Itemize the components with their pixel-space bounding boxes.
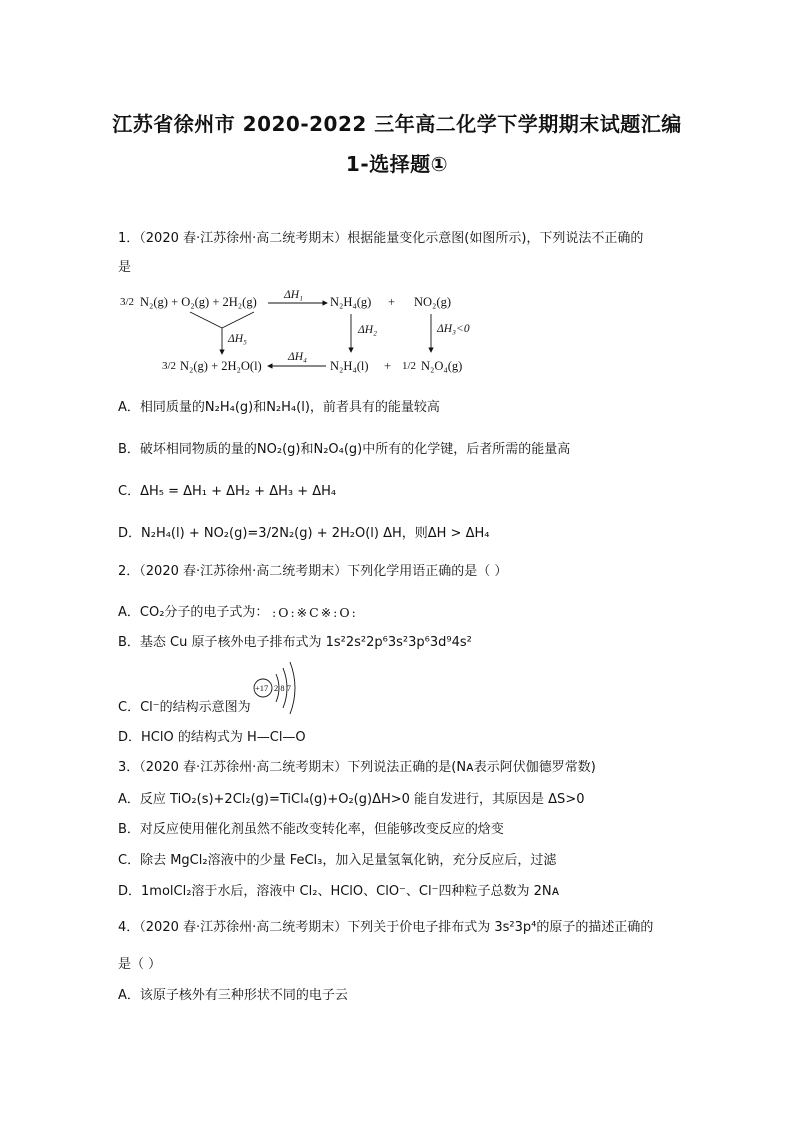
doc-title-line2: 1-选择题①: [345, 152, 449, 176]
q3-option-c: C．除去 MgCl₂溶液中的少量 FeCl₃，加入足量氢氧化钠，充分反应后，过滤: [118, 853, 557, 868]
frac-1-2-bottom: 1/2: [402, 360, 417, 372]
dh2-label: ΔH₂: [358, 324, 378, 336]
branch-left: [190, 312, 222, 328]
q1-stem-line2: 是: [118, 260, 132, 275]
nucleus-charge: +17: [255, 683, 269, 693]
q1-option-b: B．破坏相同物质的量的NO₂(g)和N₂O₄(g)中所有的化学键，后者所需的能量高: [118, 442, 571, 457]
frac-3-2-bottom: 3/2: [162, 360, 177, 372]
q2-option-a: A．CO₂分子的电子式为：: [118, 605, 269, 620]
q3-option-d: D．1molCl₂溶于水后，溶液中 Cl₂、HClO、ClO⁻、Cl⁻四种粒子总数为 2Nᴀ: [118, 884, 560, 899]
q2-stem: 2．（2020 春·江苏徐州·高二统考期末）下列化学用语正确的是（ ）: [118, 564, 508, 579]
dh4-label: ΔH₄: [288, 351, 308, 363]
plus-top: +: [388, 295, 396, 309]
top-left-species: N₂(g) + O₂(g) + 2H₂(g): [140, 295, 257, 309]
q4-stem-line2: 是（ ）: [118, 957, 162, 972]
q3-option-b: B．对反应使用催化剂虽然不能改变转化率，但能够改变反应的焓变: [118, 822, 504, 837]
q3-option-a: A．反应 TiO₂(s)+2Cl₂(g)=TiCl₄(g)+O₂(g)ΔH>0 能自发进行，其原因是 ΔS>0: [118, 792, 585, 807]
cl-ion-structure-diagram: [252, 658, 304, 714]
doc-title-line1: 江苏省徐州市 2020-2022 三年高二化学下学期期末试题汇编: [112, 112, 682, 136]
q4-stem-line1: 4．（2020 春·江苏徐州·高二统考期末）下列关于价电子排布式为 3s²3p⁴的原子的描述正确的: [118, 920, 654, 935]
n2h4-g-top: N₂H₄(g): [330, 295, 372, 309]
q4-option-a: A．该原子核外有三种形状不同的电子云: [118, 988, 348, 1003]
q1-option-a: A．相同质量的N₂H₄(g)和N₂H₄(l)，前者具有的能量较高: [118, 400, 440, 415]
frac-3-2-top: 3/2: [120, 296, 135, 308]
q3-stem: 3．（2020 春·江苏徐州·高二统考期末）下列说法正确的是(Nᴀ表示阿伏伽德罗常数): [118, 760, 596, 775]
n2o4-g-bottom: N₂O₄(g): [421, 359, 463, 373]
dh1-label: ΔH₁: [284, 289, 304, 301]
q2-option-c: C．Cl⁻的结构示意图为: [118, 700, 251, 715]
no2-g-top: NO₂(g): [414, 295, 451, 309]
q1-option-c: C．ΔH₅ = ΔH₁ + ΔH₂ + ΔH₃ + ΔH₄: [118, 484, 337, 499]
q1-stem-line1: 1．（2020 春·江苏徐州·高二统考期末）根据能量变化示意图(如图所示)，下列说法不正确的: [118, 231, 644, 246]
energy-diagram: [118, 288, 478, 380]
bottom-left-species: N₂(g) + 2H₂O(l): [180, 359, 262, 373]
q2-option-d: D．HClO 的结构式为 H—Cl—O: [118, 730, 306, 745]
q1-option-d: D．N₂H₄(l) + NO₂(g)=3/2N₂(g) + 2H₂O(l) ΔH，则ΔH > ΔH₄: [118, 526, 490, 541]
plus-bottom: +: [384, 359, 392, 373]
dh5-label: ΔH₅: [228, 333, 248, 345]
branch-right: [222, 312, 254, 328]
shell-electrons: 2 8 7: [274, 683, 291, 693]
co2-electron-formula: :O:※C※:O:: [272, 605, 358, 620]
n2h4-l-bottom: N₂H₄(l): [330, 359, 369, 373]
q2-option-b: B．基态 Cu 原子核外电子排布式为 1s²2s²2p⁶3s²3p⁶3d⁹4s²: [118, 635, 472, 650]
dh3-label: ΔH₃<0: [437, 323, 470, 335]
